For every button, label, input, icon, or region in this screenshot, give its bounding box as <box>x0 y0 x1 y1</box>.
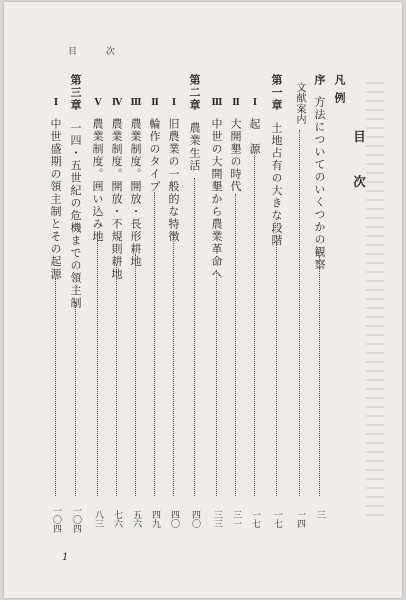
toc-leader <box>135 254 136 496</box>
toc-title-1-3: 中世の大開墾から農業革命へ <box>210 118 223 281</box>
toc-title-2-4: 農業制度。開放・不規則耕地 <box>110 118 123 281</box>
toc-title-chapter-1: 土地占有の大きな段階 <box>270 122 283 247</box>
page-title: 目 次 <box>351 130 367 198</box>
toc-label-1-2: Ⅱ <box>231 98 241 108</box>
toc-title-3-1: 中世盛期の領主制とその起源 <box>49 118 62 281</box>
toc-title-2-2: 輪作のタイプ <box>148 118 161 193</box>
toc-leader <box>154 192 155 496</box>
toc-leader <box>194 178 195 496</box>
show-through-text <box>366 82 384 522</box>
toc-label-2-4: Ⅳ <box>112 98 122 108</box>
toc-label-chapter-1: 第一章 <box>270 74 283 112</box>
toc-leader <box>97 232 98 496</box>
toc-page-3-1: 一〇四 <box>51 506 61 533</box>
toc-page-chapter-3: 一〇四 <box>71 506 81 533</box>
toc-label-1-1: Ⅰ <box>250 98 260 108</box>
running-head: 目 次 <box>68 47 126 57</box>
toc-label-2-1: Ⅰ <box>169 98 179 108</box>
page-number: 1 <box>62 552 69 563</box>
toc-title-hanrei: 例 <box>333 92 346 105</box>
toc-title-chapter-3: 一四・五世紀の危機までの領主制 <box>69 122 82 310</box>
toc-page-chapter-2: 四〇 <box>190 510 200 528</box>
toc-page-2-4: 七六 <box>112 510 122 528</box>
toc-label-2-3: Ⅲ <box>131 98 141 108</box>
toc-leader <box>75 302 76 496</box>
toc-title-bibliography: 文献案内 <box>294 82 305 126</box>
toc-leader <box>173 234 174 496</box>
toc-title-2-5: 農業制度。囲い込み地 <box>91 118 104 243</box>
book-page <box>4 2 402 598</box>
toc-leader <box>299 130 300 496</box>
toc-leader <box>254 152 255 496</box>
toc-label-preface: 序 <box>313 74 326 87</box>
toc-leader <box>55 278 56 496</box>
toc-label-chapter-2: 第二章 <box>188 74 201 112</box>
toc-label-2-5: Ⅴ <box>93 98 103 108</box>
toc-label-2-2: Ⅱ <box>150 98 160 108</box>
toc-leader <box>235 194 236 496</box>
toc-title-1-1: 起 源 <box>248 118 261 156</box>
toc-label-chapter-3: 第三章 <box>69 74 82 112</box>
toc-title-1-2: 大開墾の時代 <box>229 118 242 193</box>
toc-page-chapter-1: 一七 <box>272 510 282 528</box>
toc-label-hanrei: 凡 <box>333 74 346 87</box>
toc-page-preface: 三 <box>315 510 325 519</box>
toc-label-1-3: Ⅲ <box>212 98 222 108</box>
toc-page-1-1: 一七 <box>250 510 260 528</box>
toc-leader <box>319 256 320 496</box>
toc-page-2-1: 四〇 <box>169 510 179 528</box>
toc-title-2-1: 旧農業の一般的な特徴 <box>167 118 180 243</box>
toc-title-chapter-2: 農業生活 <box>188 122 201 172</box>
toc-leader <box>276 242 277 496</box>
toc-page-2-5: 八三 <box>93 510 103 528</box>
toc-page-1-2: 三一 <box>231 510 241 528</box>
toc-page-bibliography: 一四 <box>295 510 305 528</box>
toc-leader <box>216 270 217 496</box>
toc-page-2-3: 五六 <box>131 510 141 528</box>
toc-title-2-3: 農業制度。開放・長形耕地 <box>129 118 142 268</box>
toc-leader <box>116 264 117 496</box>
toc-page-1-3: 三三 <box>212 510 222 528</box>
toc-title-preface: 方法についてのいくつかの観察 <box>313 96 326 271</box>
toc-page-2-2: 四九 <box>150 510 160 528</box>
toc-label-3-1: Ⅰ <box>51 98 61 108</box>
